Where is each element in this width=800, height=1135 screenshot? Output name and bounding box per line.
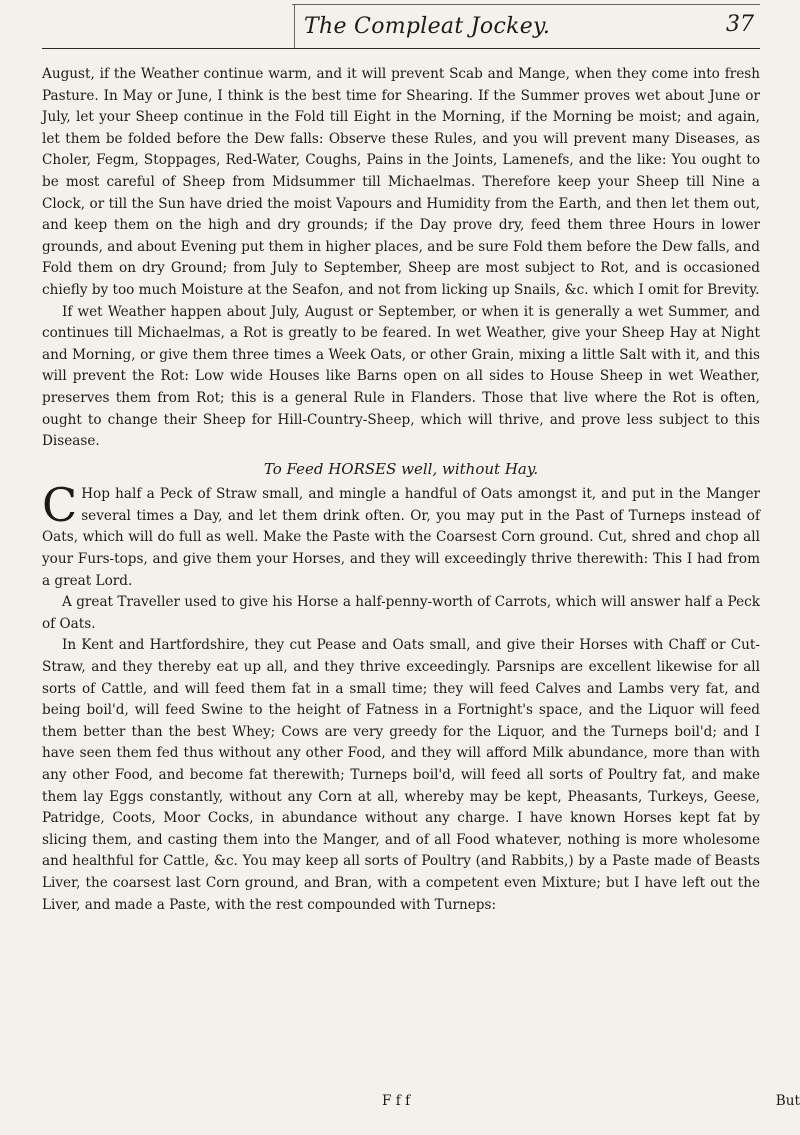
body-text	[42, 64, 760, 916]
paragraph-carrots: A great Traveller used to give his Horse a half-penny-worth of Carrots, which will answer half a Peck of Oats.	[42, 594, 760, 632]
running-head	[42, 0, 760, 54]
paragraph-chop-straw-text: Hop half a Peck of Straw small, and mingle a handful of Oats amongst it, and put in the Manger several times a Day, and let them drink often. Or, you may put in the Past of Turneps instead of Oats, which will do full as well. Make the Paste with the Coarsest Corn ground. Cut, shred and chop all your Furs-tops, and give them your Horses, and they will exceedingly thrive therewith: This I had from a great Lord.	[42, 486, 760, 589]
header-vertical-rule	[294, 4, 295, 48]
signature-mark: F f f	[382, 1093, 411, 1109]
paragraph-sheep-folding: August, if the Weather continue warm, and it will prevent Scab and Mange, when they come into fresh Pasture. In May or June, I think is the best time for Shearing. If the Summer proves wet about June or July, let your Sheep continue in the Fold till Eight in the Morning, if the Morning be moist; and again, let them be folded before the Dew falls: Observe these Rules, and you will prevent many Diseases, as Choler, Fegm, Stoppages, Red-Water, Coughs, Pains in the Joints, Lamenefs, and the like: You ought to be most careful of Sheep from Midsummer till Michaelmas. Therefore keep your Sheep till Nine a Clock, or till the Sun have dried the moist Vapours and Humidity from the Earth, and then let them out, and keep them on the high and dry grounds; if the Day prove dry, feed them three Hours in lower grounds, and about Evening put them in higher places, and be sure Fold them before the Dew falls, and Fold them on dry Ground; from July to September, Sheep are most subject to Rot, and is occasioned chiefly by too much Moisture at the Seafon, and not from licking up Snails, &c. which I omit for Brevity.	[42, 66, 760, 298]
paragraph-chop-straw	[42, 478, 760, 592]
drop-cap: C	[42, 478, 78, 533]
header-rule	[42, 48, 760, 49]
header-rule-top	[292, 4, 760, 5]
paragraph-wet-weather: If wet Weather happen about July, August or September, or when it is generally a wet Summer, and continues till Michaelmas, a Rot is greatly to be feared. In wet Weather, give your Sheep Hay at Night and Morning, or give them three times a Week Oats, or other Grain, mixing a little Salt with it, and this will prevent the Rot: Low wide Houses like Barns open on all sides to House Sheep in wet Weather, preserves them from Rot; this is a general Rule in Flanders. Those that live where the Rot is often, ought to change their Sheep for Hill-Country-Sheep, which will thrive, and prove less subject to this Disease.	[42, 303, 760, 450]
running-title: The Compleat Jockey.	[304, 14, 551, 39]
page-footer	[0, 1093, 800, 1113]
section-title: To Feed HORSES well, without Hay.	[263, 459, 539, 478]
paragraph-turneps: In Kent and Hartfordshire, they cut Pease and Oats small, and give their Horses with Chaff or Cut-Straw, and they thereby eat up all, and they thrive exceedingly. Parsnips are excellent likewise for all sorts of Cattle, and will feed them fat in a small time; they will feed Calves and Lambs very fat, and being boil'd, will feed Swine to the height of Fatness in a Fortnight's space, and the Liquor will feed them better than the best Whey; Cows are very greedy for the Liquor, and the Turneps boil'd; and I have seen them fed thus without any other Food, and they will afford Milk abundance, more than with any other Food, and become fat therewith; Turneps boil'd, will feed all sorts of Poultry fat, and make them lay Eggs constantly, without any Corn at all, whereby may be kept, Pheasants, Turkeys, Geese, Patridge, Coots, Moor Cocks, in abundance without any charge. I have known Horses kept fat by slicing them, and casting them into the Manger, and of all Food whatever, nothing is more wholesome and healthful for Cattle, &c. You may keep all sorts of Poultry (and Rabbits,) by a Paste made of Beasts Liver, the coarsest last Corn ground, and Bran, with a competent even Mixture; but I have left out the Liver, and made a Paste, with the rest compounded with Turneps:	[42, 637, 760, 913]
catchword: But	[775, 1093, 800, 1109]
page-number: 37	[726, 12, 754, 37]
